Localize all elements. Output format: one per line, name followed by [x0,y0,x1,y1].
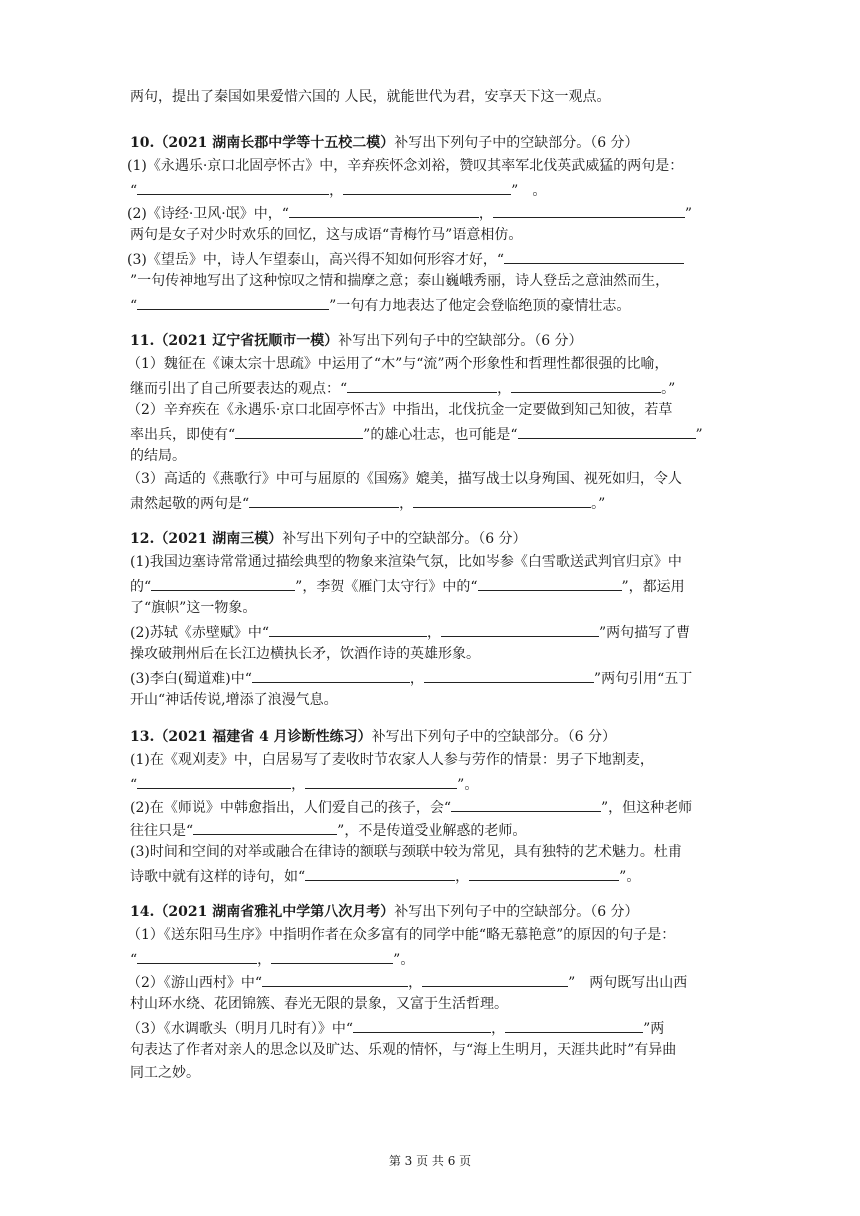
answer-blank[interactable] [441,620,599,637]
q10-line: “ ”一句有力地表达了他定会登临绝顶的豪情壮志。 [130,293,732,316]
answer-blank[interactable] [518,422,696,439]
q10-line: (3)《望岳》中，诗人乍望泰山，高兴得不知如何形容才好，“ [127,247,732,270]
q13-prompt: 补写出下列句子中的空缺部分。（6 分） [371,729,617,745]
q12-line: 开山“神话传说,增添了浪漫气息。 [130,692,338,708]
answer-blank[interactable] [511,376,661,393]
answer-blank[interactable] [262,970,408,987]
answer-blank[interactable] [137,947,257,964]
q11-source: （2021 辽宁省抚顺市一模） [154,333,339,349]
q11-heading [130,330,732,353]
q13-line: (1)在《观刈麦》中，白居易写了麦收时节农家人人参与劳作的情景：男子下地割麦， [130,752,654,768]
page-footer: 第 3 页 共 6 页 [388,1154,472,1168]
q13-source: （2021 福建省 4 月诊断性练习） [154,729,372,745]
answer-blank[interactable] [305,772,457,789]
q14-line: 句表达了作者对亲人的思念以及旷达、乐观的情怀，与“海上生明月，天涯共此时”有异曲 [130,1042,677,1058]
q14-line: （2）《游山西村》中“ ， ” 两句既写出山西 [127,970,732,993]
q12-prompt: 补写出下列句子中的空缺部分。（6 分） [282,531,527,547]
q11-line: 的结局。 [130,448,186,464]
q14-line: “ ， ”。 [130,947,732,970]
content [127,86,732,1085]
answer-blank[interactable] [424,666,594,683]
q14-heading [130,901,732,924]
answer-blank[interactable] [137,293,329,310]
q14-line: 村山环水绕、花团锦簇、春光无限的景象，又富于生活哲理。 [130,996,508,1012]
q14-source: （2021 湖南省雅礼中学第八次月考） [154,904,395,920]
q10-line: 两句是女子对少时欢乐的回忆，这与成语“青梅竹马”语意相仿。 [130,227,523,243]
q10-prompt: 补写出下列句子中的空缺部分。（6 分） [394,135,639,151]
q12-line: (1)我国边塞诗常常通过描绘典型的物象来渲染气氛，比如岑参《白雪歌送武判官归京》中 [130,554,682,570]
answer-blank[interactable] [451,795,601,812]
answer-blank[interactable] [252,666,410,683]
q12-line: (2)苏轼《赤壁赋》中“ ， ”两句描写了曹 [130,620,732,643]
q13-line: 诗歌中就有这样的诗句，如“ ， ”。 [130,864,732,887]
q10-line: ”一句传神地写出了这种惊叹之情和揣摩之意；泰山巍峨秀丽，诗人登岳之意油然而生， [130,273,670,289]
answer-blank[interactable] [422,970,568,987]
q11-prompt: 补写出下列句子中的空缺部分。（6 分） [338,333,583,349]
q12-line: 的“ ”，李贺《雁门太守行》中的“ ”，都运用 [130,574,732,597]
q11-line: （2）辛弃疾在《永遇乐·京口北固亭怀古》中指出，北伐抗金一定要做到知己知彼，若草 [127,402,673,418]
q11-line: 率出兵，即使有“ ”的雄心壮志，也可能是“ ” [130,422,732,445]
answer-blank[interactable] [193,818,337,835]
q10-line: (1)《永遇乐·京口北固亭怀古》中，辛弃疾怀念刘裕，赞叹其率军北伐英武威猛的两句是： [127,158,684,174]
q10-source: （2021 湖南长郡中学等十五校二模） [154,135,395,151]
answer-blank[interactable] [305,864,455,881]
q11-number: 11. [130,333,155,349]
answer-blank[interactable] [137,772,291,789]
answer-blank[interactable] [289,201,479,218]
answer-blank[interactable] [151,574,295,591]
answer-blank[interactable] [504,247,684,264]
q14-line: 同工之妙。 [130,1065,200,1081]
q12-line: (3)李白(蜀道难)中“ ， ”两句引用“五丁 [130,666,732,689]
q13-line: “ ， ”。 [130,772,732,795]
q11-line: （1）魏征在《谏太宗十思疏》中运用了“木”与“流”两个形象性和哲理性都很强的比喻， [127,356,669,372]
q10-line: (2)《诗经·卫风·氓》中，“ ， ” [127,201,732,224]
answer-blank[interactable] [343,178,511,195]
answer-blank[interactable] [347,376,497,393]
q13-heading [130,726,732,749]
q10-heading [130,132,732,155]
q14-line: （1）《送东阳马生序》中指明作者在众多富有的同学中能“略无慕艳意”的原因的句子是： [127,927,676,943]
q14-line: （3）《水调歌头（明月几时有）》中“ ， ”两 [127,1016,732,1039]
answer-blank[interactable] [413,491,591,508]
q13-line: (3)时间和空间的对举或融合在律诗的额联与颈联中较为常见，具有独特的艺术魅力。杜甫 [130,844,682,860]
q11-line: 继而引出了自己所要表达的观点：“ ， 。” [130,376,732,399]
answer-blank[interactable] [235,422,363,439]
q10-number: 10. [130,135,155,151]
q12-line: 操攻破荆州后在长江边横执长矛，饮酒作诗的英雄形象。 [130,646,480,662]
answer-blank[interactable] [493,201,685,218]
answer-blank[interactable] [469,864,619,881]
q12-number: 12. [130,531,155,547]
answer-blank[interactable] [353,1016,491,1033]
q14-prompt: 补写出下列句子中的空缺部分。（6 分） [394,904,639,920]
q13-line: 往往只是“ ”，不是传道受业解惑的老师。 [130,818,732,841]
answer-blank[interactable] [271,947,393,964]
answer-blank[interactable] [478,574,622,591]
q11-line: 肃然起敬的两句是“ ， 。” [130,491,732,514]
answer-blank[interactable] [505,1016,643,1033]
q13-line: (2)在《师说》中韩愈指出，人们爱自己的孩子，会“ ”，但这种老师 [130,795,732,818]
q12-source: （2021 湖南三模） [154,531,283,547]
answer-blank[interactable] [249,491,399,508]
q13-number: 13. [130,729,155,745]
answer-blank[interactable] [137,178,329,195]
q14-number: 14. [130,904,155,920]
q10-line: “ ， ” 。 [130,178,732,201]
q11-line: （3）高适的《燕歌行》中可与屈原的《国殇》媲美，描写战士以身殉国、视死如归，令人 [127,471,682,487]
q12-line: 了“旗帜”这一物象。 [130,600,257,616]
answer-blank[interactable] [269,620,427,637]
q12-heading [130,528,732,551]
intro-line: 两句，提出了秦国如果爱惜六国的 人民，就能世代为君，安享天下这一观点。 [130,89,611,105]
